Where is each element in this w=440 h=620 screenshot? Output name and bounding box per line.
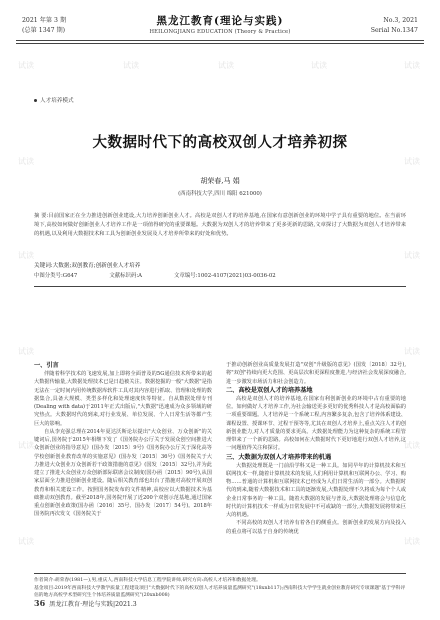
clc-number: 中图分类号:G647 [34,273,78,279]
watermark: 试读 [218,61,234,70]
paragraph: 高校是双创人才的培养基地,在国家有利创新创业的环境中占有重要的地位。如何做好人才培养工作,为社会输送更多更好的优秀科技人才是高校面临的一项重要课题。人才培养是一个系统工程,内容繁多复杂,包含了培养体系建设、课程设置、授课环节、过程干预等等,尤其在双创人才培养上,重点关注人才的创新创业能力,对人才质量的要求更高。大数据处理能力为这种复杂的系统工程管理带来了一个新的思路。高校如何在大数据时代下更好地进行双创人才培养,这一问题值得关注和探讨。 [226,395,406,452]
header-serial-info [371,16,418,36]
section-heading: 一、引言 [34,362,59,369]
fund-note: 基金项目:2019年西南科技大学教学质量工程建设项目"大数据时代下的高校双创人才培养质量监测研究"(18xnb117);西南科技大学学生就业创业教育研究专项课题"基于学科评估的地方高校学术型研究生个体培养质量监测研究"(20xnb008) [34,585,406,599]
body-left-column [34,361,212,567]
paragraph: 伴随着科学技术的飞速发展,加上即将全面普及的5G通信技术所带来的超大数据传输量,大数据处理技术已是日趋被关注。数据挖掘的一般"大数据"是指无法在一定时间内用传统数据库软件工具对其内容进行抓取、管理和处理的数据集合,具备大规模、类型多样化和处理速度快等特征。自从数据处理专刊(Dealing with data)于2011年正式出版后,"大数据"迅速成为众多领域的研究热点。大数据时代的到来,对行业发展、单位发展、个人日常生活等都产生巨大的影响。 [34,371,212,427]
body-right-column [226,361,406,567]
article-title: 大数据时代下的高校双创人才培养初探 [92,135,348,151]
watermark: 试读 [123,61,139,70]
watermark: 试读 [18,537,34,546]
watermark: 试读 [404,537,420,546]
author-note: 作者简介:胡荣春(1981—),男,重庆人,西南科技大学信息工程学院讲师,研究方向:高校人才培养和数据处理。 [34,578,261,583]
footnotes [34,577,406,600]
paragraph: 自从李克强总理在2014年夏达沃斯论坛提出"大众创业、万众创新"的关键词后,国务院于2015年相继下发了《国务院办公厅关于发展众创空间推进大众创新创业的指导意见》(国办发〔2015〕9号)《国务院办公厅关于深化高等学校创新创业教育改革的实施意见》(国办发〔2015〕36号)《国务院关于大力推进大众创业万众创新若干政策措施的意见》(国发〔2015〕32号),并为此建立了推进大众创业万众创新部际联席会议制度(国办函〔2015〕90号),从国家层面全力推进创新创业建设。随后相关教育部也出台了措施对高校开展双创教育和相关建设工作。按照国务院发布的文件精神,高校应以大数据技术为基础推动双创教育。截至2018年,国务院开展了近200个双创示范基地,通过国家重点创新创业政策(国办函〔2016〕35号、国办发〔2017〕54号)。2018年国务院再次发文《国务院关于 [34,428,212,518]
article-authors: 胡荣春,马 娟 [200,177,240,185]
paragraph: 不同高校的双创人才培养有着各自的侧重点。创新创业的发展方向及投入的重点将可以基于自身的传统优 [226,520,406,535]
article-keywords: 关键词:大数据;双创教育;创新创业人才培养 [34,263,141,269]
section-heading: 二、高校是双创人才的培养基地 [226,386,313,394]
page-number: 36 [34,598,46,608]
classification-line [34,271,406,279]
watermark: 试读 [404,251,420,260]
serial-en: Serial No.1347 [370,27,418,34]
watermark: 试读 [404,157,420,166]
watermark: 试读 [311,61,327,70]
watermark: 试读 [18,157,34,166]
serial-cn: (总第 1347 期) [22,27,66,34]
section-heading: 三、大数据为双创人才培养带来的机遇 [226,453,332,461]
article-abstract: 摘 要:目前国家正在全力推进创新创业建设,大力培养创新创业人才。高校是双创人才的培养基地,在国家有意创新创业的环境中学子具有重要的地位。在当前环境下,高校如何做好创新创业人才培养工作是一项值得研究的重要课题。大数据为双创人才的培养带来了更多更新的思路,文章探讨了大数据为双创人才培养带来的机遇,以及利用大数据技术和工具为创新创业发展及人才培养所带来的好处和优势。 [34,213,406,238]
abstract-rule [34,286,406,287]
issue-no: No.3, 2021 [383,17,418,24]
article-affiliation: (西南科技大学,四川 绵阳 621000) [178,191,262,197]
watermark: 试读 [404,347,420,356]
document-code: 文献标识码:A [109,273,143,279]
paragraph: 于推动创新创业高质量发展打造"双创"升级版的意见》(国发〔2018〕32号),将"双创"持续向更大范围、更高层次和更深程度推进,与经济社会发展深度融合,进一步激发市场活力和社会创造力。 [226,362,406,385]
journal-title-en: HEILONGJIANG EDUCATION (Theory & Practice) [149,29,291,35]
watermark: 试读 [18,61,34,70]
watermark: 试读 [404,441,420,450]
article-number: 文章编号:1002-4107(2021)03-0036-02 [174,273,276,279]
watermark: 试读 [18,441,34,450]
header-rule-thin [16,43,424,44]
paragraph: 大数据处理既是一门前沿学科又是一种工具。如同早年的计算机技术和互联网技术一样,随着计算机技术的发展,人们利用计算机和互联网办公、学习、购物……普通的计算机和互联网技术已经成为人们日常生活的一部分。大数据时代的到来,随着大数据技术和工具的逐渐发展,大数据处理不久将成为每个个人或企业日常事务的一种工具。随着大数据的发展与普及,大数据处理将会与信息化时代的计算机技术一样成为日常发展中不可或缺的一部分,大数据发展将带来巨大的机遇。 [226,462,406,518]
watermark: 试读 [404,61,420,70]
header-rule [16,40,424,41]
page-footer [34,598,137,608]
journal-title: 黑龙江教育(理论与实践) [156,15,284,27]
watermark: 试读 [18,251,34,260]
year-issue: 2021 年第 3 期 [22,17,67,24]
footer-text: 黑龙江教育·理论与实践|2021.3 [49,601,137,608]
column-label: 人才培养模式 [34,96,74,104]
footnote-rule [34,573,406,574]
watermark: 试读 [18,347,34,356]
